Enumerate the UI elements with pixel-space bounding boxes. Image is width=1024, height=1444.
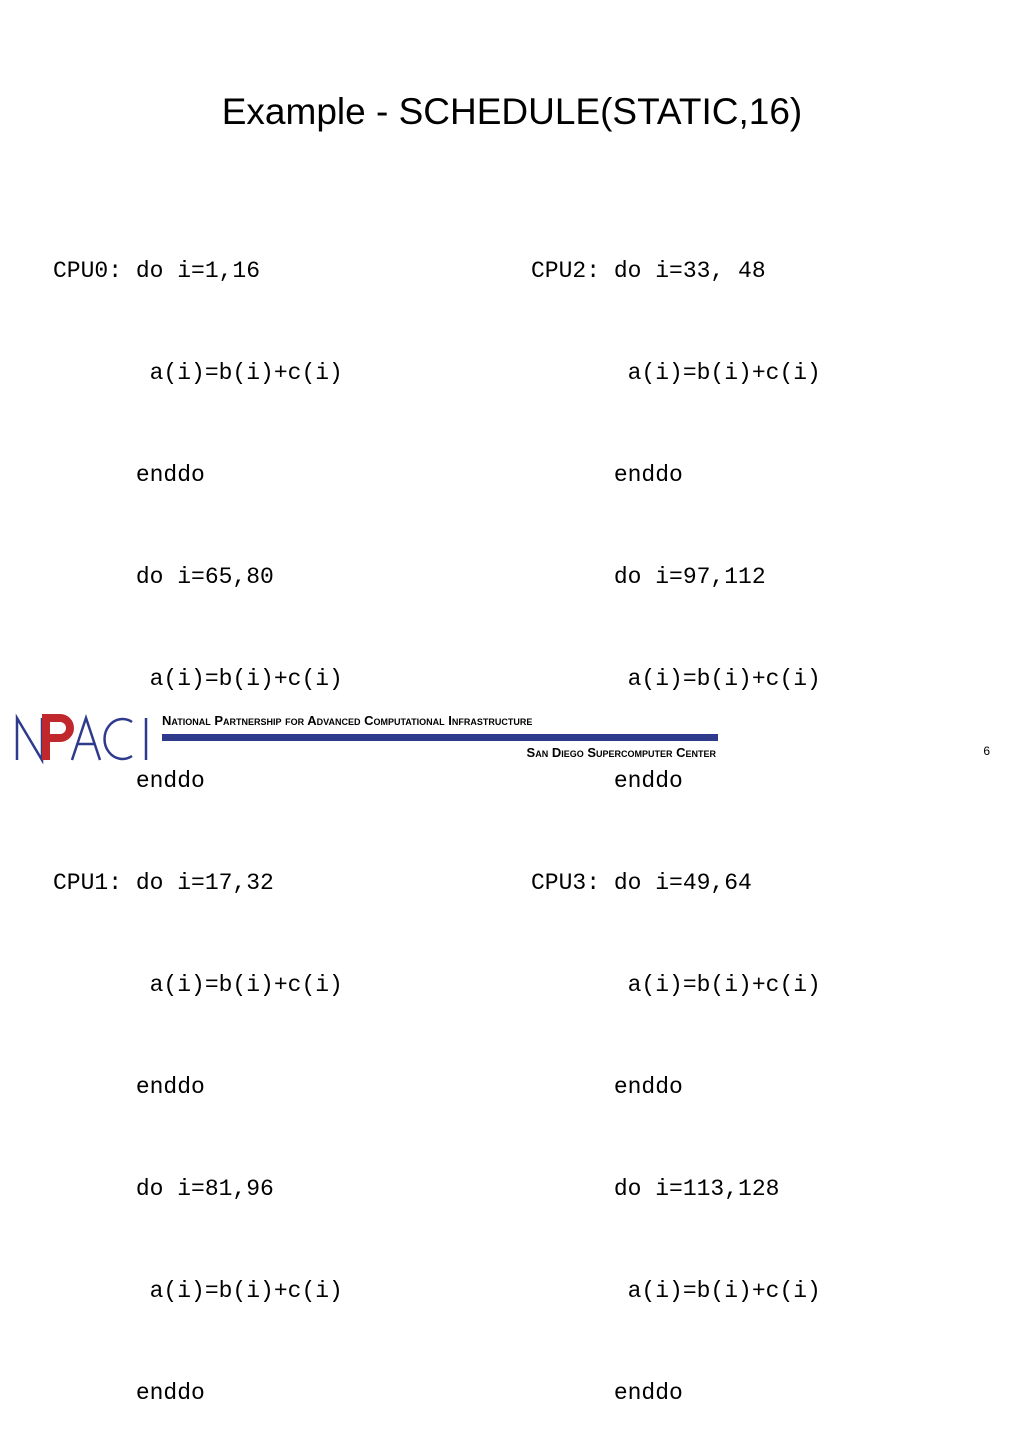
code-line: a(i)=b(i)+c(i) [531, 666, 821, 692]
code-line: CPU3: do i=49,64 [531, 870, 752, 896]
code-block-left [53, 186, 343, 1444]
footer-center-name: San Diego Supercomputer Center [526, 745, 716, 760]
code-line: enddo [531, 1074, 683, 1100]
code-line: CPU0: do i=1,16 [53, 258, 261, 284]
code-line: a(i)=b(i)+c(i) [53, 972, 343, 998]
code-line: do i=81,96 [53, 1176, 274, 1202]
code-line: CPU2: do i=33, 48 [531, 258, 766, 284]
code-line: enddo [531, 462, 683, 488]
code-line: do i=97,112 [531, 564, 766, 590]
code-line: do i=65,80 [53, 564, 274, 590]
footer-divider [162, 734, 718, 741]
page-number: 6 [983, 744, 990, 758]
code-line: enddo [53, 768, 205, 794]
code-line: a(i)=b(i)+c(i) [531, 360, 821, 386]
code-line: enddo [53, 462, 205, 488]
code-block-right [531, 186, 821, 1444]
code-line: a(i)=b(i)+c(i) [53, 666, 343, 692]
npaci-logo [14, 712, 158, 764]
code-line: CPU1: do i=17,32 [53, 870, 274, 896]
code-line: a(i)=b(i)+c(i) [531, 972, 821, 998]
code-line: enddo [53, 1380, 205, 1406]
code-line: enddo [531, 768, 683, 794]
code-line: a(i)=b(i)+c(i) [53, 360, 343, 386]
code-line: a(i)=b(i)+c(i) [531, 1278, 821, 1304]
code-line: do i=113,128 [531, 1176, 780, 1202]
code-line: enddo [53, 1074, 205, 1100]
slide-title: Example - SCHEDULE(STATIC,16) [221, 91, 803, 132]
footer-organization: National Partnership for Advanced Computational Infrastructure [162, 713, 533, 728]
code-line: enddo [531, 1380, 683, 1406]
code-line: a(i)=b(i)+c(i) [53, 1278, 343, 1304]
